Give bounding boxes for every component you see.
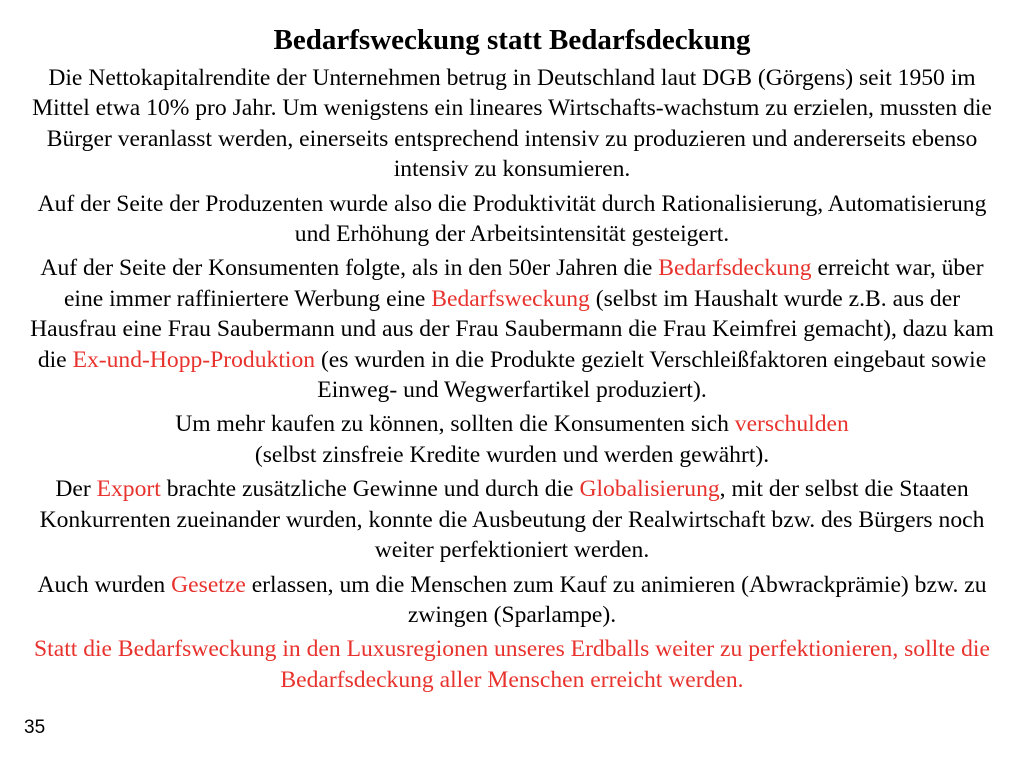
text-segment: Um mehr kaufen zu können, sollten die Konsumenten sich <box>175 411 735 438</box>
paragraph-verschulden <box>18 409 1006 470</box>
highlight-globalisierung: Globalisierung <box>579 476 720 503</box>
slide-body <box>18 63 1006 699</box>
text-segment: erlassen, um die Menschen zum Kauf zu animieren (Abwrackprämie) bzw. zu zwingen (Sparlampe). <box>245 571 987 628</box>
highlight-gesetze: Gesetze <box>171 571 246 598</box>
text-segment: (es wurden in die Produkte gezielt Verschleißfaktoren eingebaut sowie Einweg- und Wegwerfartikel produziert). <box>315 346 987 404</box>
text-segment: Auf der Seite der Konsumenten folgte, als in den 50er Jahren die <box>40 255 659 282</box>
text-segment: (selbst im Haushalt wurde z.B. aus der Hausfrau eine Frau Saubermann und aus der Frau Saubermann die Frau Keimfrei gemacht), dazu kam die <box>30 285 994 373</box>
slide-number: 35 <box>24 717 46 738</box>
paragraph-gesetze <box>18 570 1006 631</box>
paragraph-rendite: Die Nettokapitalrendite der Unternehmen betrug in Deutschland laut DGB (Görgens) seit 1950 im Mittel etwa 10% pro Jahr. Um wenigstens ein lineares Wirtschafts-wachstum zu erzielen, mussten die Bürger veranlasst werden, einerseits entsprechend intensiv zu produzieren und andererseits ebenso intensiv zu konsumieren. <box>32 65 992 183</box>
paragraph-conclusion: Statt die Bedarfsweckung in den Luxusregionen unseres Erdballs weiter zu perfektionieren, sollte die Bedarfsdeckung aller Menschen erreicht werden. <box>34 636 990 693</box>
text-segment: Auch wurden <box>37 571 172 598</box>
slide-title: Bedarfsweckung statt Bedarfsdeckung <box>273 24 751 56</box>
text-segment: , mit der selbst die Staaten Konkurrenten zueinander wurden, konnte die Ausbeutung der Realwirtschaft bzw. des Bürgers noch weiter perfektioniert werden. <box>39 476 985 564</box>
paragraph-export <box>18 474 1006 565</box>
paragraph-produzenten: Auf der Seite der Produzenten wurde also die Produktivität durch Rationalisierung, Automatisierung und Erhöhung der Arbeitsintensität gesteigert. <box>37 190 987 248</box>
highlight-export: Export <box>96 476 161 503</box>
highlight-verschulden: verschulden <box>734 411 849 438</box>
highlight-ex-und-hopp: Ex-und-Hopp-Produktion <box>72 346 316 373</box>
highlight-bedarfsdeckung: Bedarfsdeckung <box>658 255 812 282</box>
text-segment: (selbst zinsfreie Kredite wurden und werden gewährt). <box>254 441 770 468</box>
text-segment: Der <box>55 476 97 503</box>
highlight-bedarfsweckung: Bedarfsweckung <box>431 285 590 312</box>
paragraph-konsumenten <box>18 253 1006 405</box>
text-segment: brachte zusätzliche Gewinne und durch die <box>160 476 580 503</box>
text-segment: erreicht war, über eine immer raffiniertere Werbung eine <box>63 255 984 312</box>
